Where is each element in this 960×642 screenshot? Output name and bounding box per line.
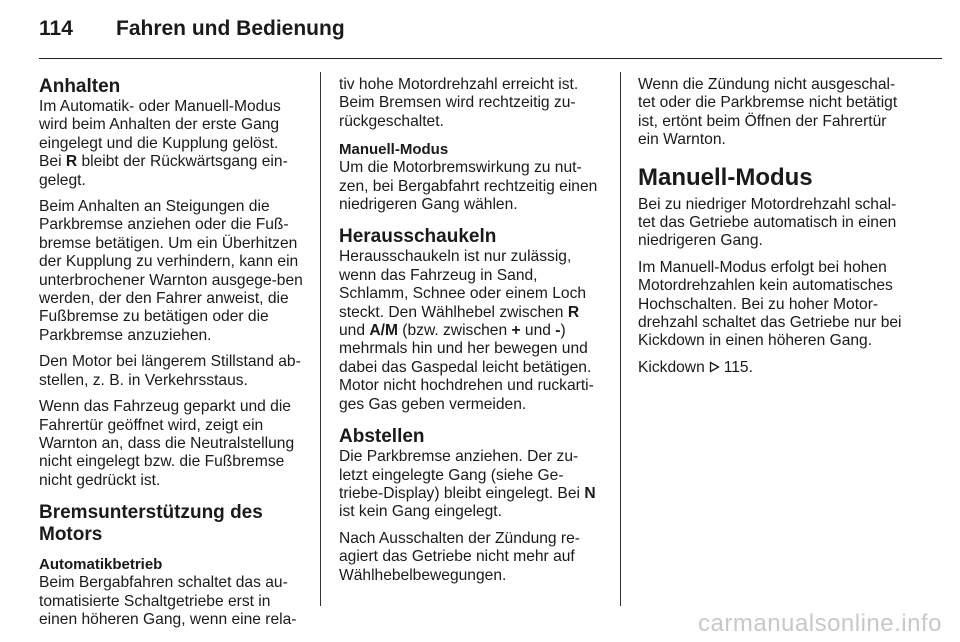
subheading-automatikbetrieb: Automatikbetrieb (39, 556, 163, 574)
paragraph: Bei zu niedriger Motordrehzahl schal-tet das Getriebe automatisch in einen niedrigeren Gang. (638, 195, 897, 250)
paragraph: Herausschaukeln ist nur zulässig, wenn das Fahrzeug in Sand, Schlamm, Schnee oder einem Loch steckt. Den Wählhebel zwischen R und A/M (bzw. zwischen + und -) mehrmals hin und her bewegen und dabei das Gaspedal leicht betätigen. Motor nicht hochdrehen und ruckarti-ges Gas geben vermeiden. (339, 248, 594, 413)
reference-arrow-icon[interactable] (709, 360, 724, 375)
paragraph: tiv hohe Motordrehzahl erreicht ist. Beim Bremsen wird rechtzeitig zu-rückgeschaltet. (339, 76, 579, 130)
heading-manuell-modus: Manuell-Modus (638, 163, 813, 191)
paragraph: Wenn das Fahrzeug geparkt und die Fahrertür geöffnet wird, zeigt ein Warnton an, dass die Neutralstellung nicht eingelegt bzw. die Fußbremse nicht gedrückt ist. (39, 398, 295, 489)
paragraph: Im Automatik- oder Manuell-Modus wird beim Anhalten der erste Gang eingelegt und die Kupplung gelöst. Bei R bleibt der Rückwärtsgang ein-gelegt. (39, 98, 288, 189)
column-1 (39, 76, 305, 637)
paragraph: Im Manuell-Modus erfolgt bei hohen Motordrehzahlen kein automatisches Hochschalten. Bei zu hoher Motor-drehzahl schaltet das Getriebe nur bei Kickdown in einen höheren Gang. (638, 258, 902, 350)
subheading-manuell-modus: Manuell-Modus (339, 141, 449, 159)
heading-abstellen: Abstellen (339, 426, 425, 448)
paragraph: Den Motor bei längerem Stillstand ab-stellen, z. B. in Verkehrsstaus. (39, 353, 301, 389)
paragraph: Die Parkbremse anziehen. Der zu-letzt eingelegte Gang (siehe Ge-triebe-Display) bleibt eingelegt. Bei N ist kein Gang eingelegt. (339, 448, 596, 521)
header-rule (39, 58, 942, 59)
heading-anhalten: Anhalten (39, 76, 121, 97)
paragraph: Nach Ausschalten der Zündung re-agiert das Getriebe nicht mehr auf Wählhebelbewegungen. (339, 529, 580, 584)
page-header (39, 14, 345, 44)
paragraph: Wenn die Zündung nicht ausgeschal-tet oder die Parkbremse nicht betätigt ist, ertönt beim Öffnen der Fahrertür ein Warnton. (638, 76, 898, 149)
column-divider-2 (620, 72, 621, 606)
watermark: carmanualsonline.info (698, 610, 942, 637)
page-title: Fahren und Bedienung (116, 17, 345, 40)
column-2 (339, 76, 605, 593)
paragraph: Um die Motorbremswirkung zu nut-zen, bei Bergabfahrt rechtzeitig einen niedrigeren Gang wählen. (339, 159, 598, 214)
page-number: 114 (39, 17, 73, 40)
column-3 (638, 76, 904, 385)
column-divider-1 (320, 72, 321, 606)
paragraph: Beim Bergabfahren schaltet das au-tomatisierte Schaltgetriebe erst in einen höheren Gang, wenn eine rela- (39, 574, 297, 628)
cross-reference: Kickdown 115. (638, 358, 753, 376)
heading-bremsunterstuetzung: Bremsunterstützung des Motors (39, 502, 263, 546)
heading-herausschaukeln: Herausschaukeln (339, 226, 497, 248)
paragraph: Beim Anhalten an Steigungen die Parkbremse anziehen oder die Fuß-bremse betätigen. Um ein Überhitzen der Kupplung zu verhindern, kann ein unterbrochener Warnton ausgege-ben werden, der den Fahrer anweist, die Fußbremse zu betätigen oder die Parkbremse anzuziehen. (39, 198, 303, 344)
